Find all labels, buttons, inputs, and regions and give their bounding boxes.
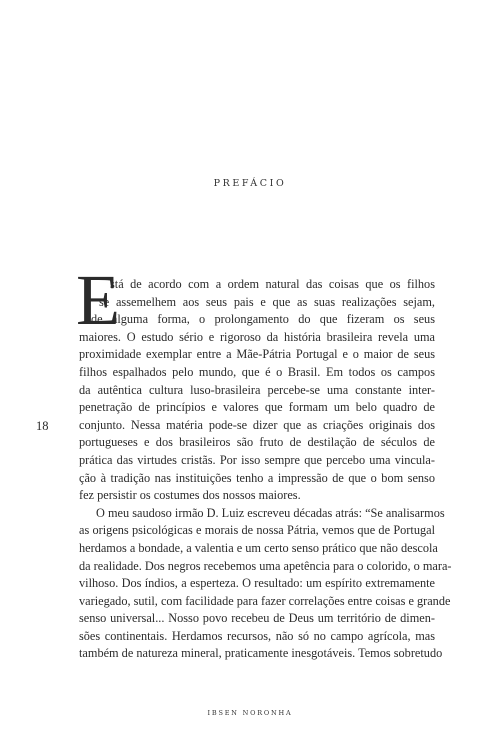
paragraph-2 (79, 505, 452, 663)
running-footer-author: IBSEN NORONHA (207, 709, 293, 717)
text-line: sões continentais. Herdamos recursos, não só no campo agrícola, mas (79, 628, 435, 643)
text-line: proximidade exemplar entre a Mãe-Pátria Portugal e o maior de seus (79, 347, 435, 362)
text-line: ção à tradição nas instituições tenho a impressão de que o bom senso (79, 470, 435, 485)
text-line: O meu saudoso irmão D. Luiz escreveu décadas atrás: “Se analisarmos (96, 505, 445, 520)
text-line: senso universal... Nosso povo recebeu de Deus um território de dimen- (79, 611, 435, 626)
text-line: variegado, sutil, com facilidade para fazer correlações entre coisas e grande (79, 593, 451, 608)
text-line: maiores. O estudo sério e rigoroso da história brasileira revela uma (79, 329, 435, 344)
section-title: PREFÁCIO (213, 178, 287, 189)
text-line: de alguma forma, o prolongamento do que fizeram os seus (91, 312, 435, 327)
text-line: também de natureza mineral, praticamente inesgotáveis. Temos sobretudo (79, 646, 443, 661)
text-line: stá de acordo com a ordem natural das coisas que os filhos (110, 277, 435, 291)
paragraph-1 (79, 276, 435, 505)
text-line: fez persistir os costumes dos nossos maiores. (79, 488, 301, 503)
text-line: herdamos a bondade, a valentia e um certo senso prático que não descola (79, 540, 438, 555)
text-line: da autêntica cultura luso-brasileira percebe-se uma constante inter- (79, 382, 435, 397)
body-text (79, 276, 452, 663)
text-line: se assemelhem aos seus pais e que as suas realizações sejam, (99, 294, 435, 309)
text-line: prática das virtudes cristãs. Por isso sempre que percebo uma vincula- (79, 452, 435, 467)
text-line: conjunto. Nessa matéria pode-se dizer que as criações originais dos (79, 417, 435, 432)
text-line: da realidade. Dos negros recebemos uma apetência para o colorido, o mara- (79, 558, 452, 573)
text-line: as origens psicológicas e morais de nossa Pátria, vemos que de Portugal (79, 523, 435, 538)
text-line: vilhoso. Dos índios, a esperteza. O resultado: um espírito extremamente (79, 576, 435, 591)
drop-cap: E (76, 260, 120, 340)
page-number: 18 (36, 419, 49, 433)
text-line: portugueses e dos brasileiros são fruto de destilação de séculos de (79, 435, 435, 450)
text-line: penetração de princípios e valores que formam um belo quadro de (79, 400, 435, 415)
text-line: filhos espalhados pelo mundo, que é o Brasil. Em todos os campos (79, 364, 435, 379)
